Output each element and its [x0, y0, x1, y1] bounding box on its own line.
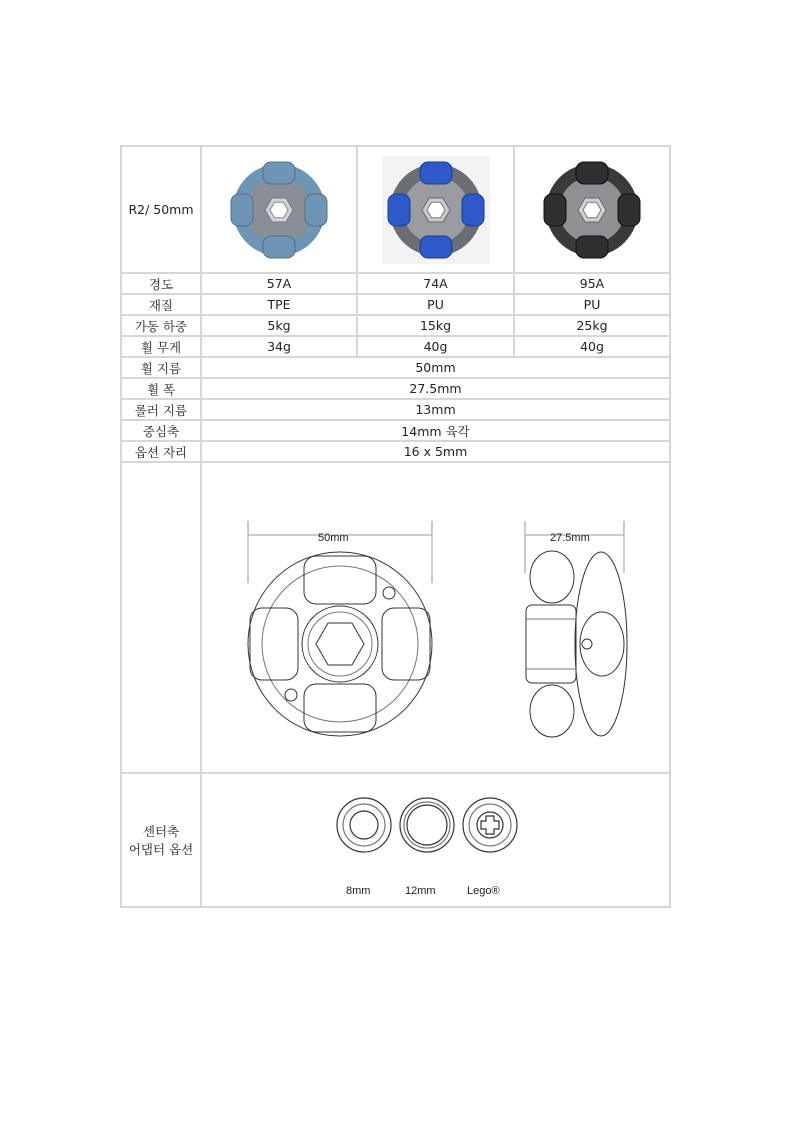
wheel-drawing-icon [204, 463, 667, 769]
adapter-row [121, 773, 670, 907]
adapter-drawing-icon [204, 774, 667, 903]
omni-wheel-icon [542, 160, 642, 260]
row-label: 휠 지름 [121, 357, 201, 378]
row-label-empty [121, 462, 201, 773]
technical-drawing [201, 462, 670, 773]
cell: 5kg [201, 315, 357, 336]
adapter-option-lego: Lego® [467, 885, 500, 897]
row-label: 옵션 자리 [121, 441, 201, 462]
cell: 34g [201, 336, 357, 357]
cell: 27.5mm [201, 378, 670, 399]
row-label: 휠 무게 [121, 336, 201, 357]
cell: TPE [201, 294, 357, 315]
cell: 13mm [201, 399, 670, 420]
wheel-image-black [514, 146, 670, 273]
cell: 57A [201, 273, 357, 294]
row-label: 중심축 [121, 420, 201, 441]
omni-wheel-icon [382, 156, 490, 264]
row-label: 가동 하중 [121, 315, 201, 336]
cell: 95A [514, 273, 670, 294]
row-label: 재질 [121, 294, 201, 315]
wheel-image-blue [357, 146, 514, 273]
cell: PU [514, 294, 670, 315]
adapter-label [121, 773, 201, 907]
weight-row [121, 336, 670, 357]
cell: 50mm [201, 357, 670, 378]
cell: 15kg [357, 315, 514, 336]
diameter-row [121, 357, 670, 378]
side-dimension-label: 27.5mm [550, 532, 590, 544]
cell: 40g [514, 336, 670, 357]
drawing-row [121, 462, 670, 773]
mount-row [121, 441, 670, 462]
omni-wheel-icon [229, 160, 329, 260]
cell: 40g [357, 336, 514, 357]
front-dimension-label: 50mm [318, 532, 349, 544]
cell: PU [357, 294, 514, 315]
cell: 74A [357, 273, 514, 294]
adapter-option-12mm: 12mm [405, 885, 436, 897]
wheel-image-blue-grey [201, 146, 357, 273]
cell: 25kg [514, 315, 670, 336]
material-row [121, 294, 670, 315]
cell: 14mm 육각 [201, 420, 670, 441]
adapter-option-8mm: 8mm [346, 885, 371, 897]
width-row [121, 378, 670, 399]
image-row [121, 146, 670, 273]
row-label: 휠 폭 [121, 378, 201, 399]
hardness-row [121, 273, 670, 294]
adapter-label-line2: 어댑터 옵션 [128, 842, 194, 857]
spec-table [120, 145, 671, 908]
adapter-label-line1: 센터축 [142, 824, 180, 839]
row-label: 경도 [121, 273, 201, 294]
cell: 16 x 5mm [201, 441, 670, 462]
axle-row [121, 420, 670, 441]
roller-row [121, 399, 670, 420]
model-label: R2/ 50mm [121, 146, 201, 273]
load-row [121, 315, 670, 336]
row-label: 롤러 지름 [121, 399, 201, 420]
